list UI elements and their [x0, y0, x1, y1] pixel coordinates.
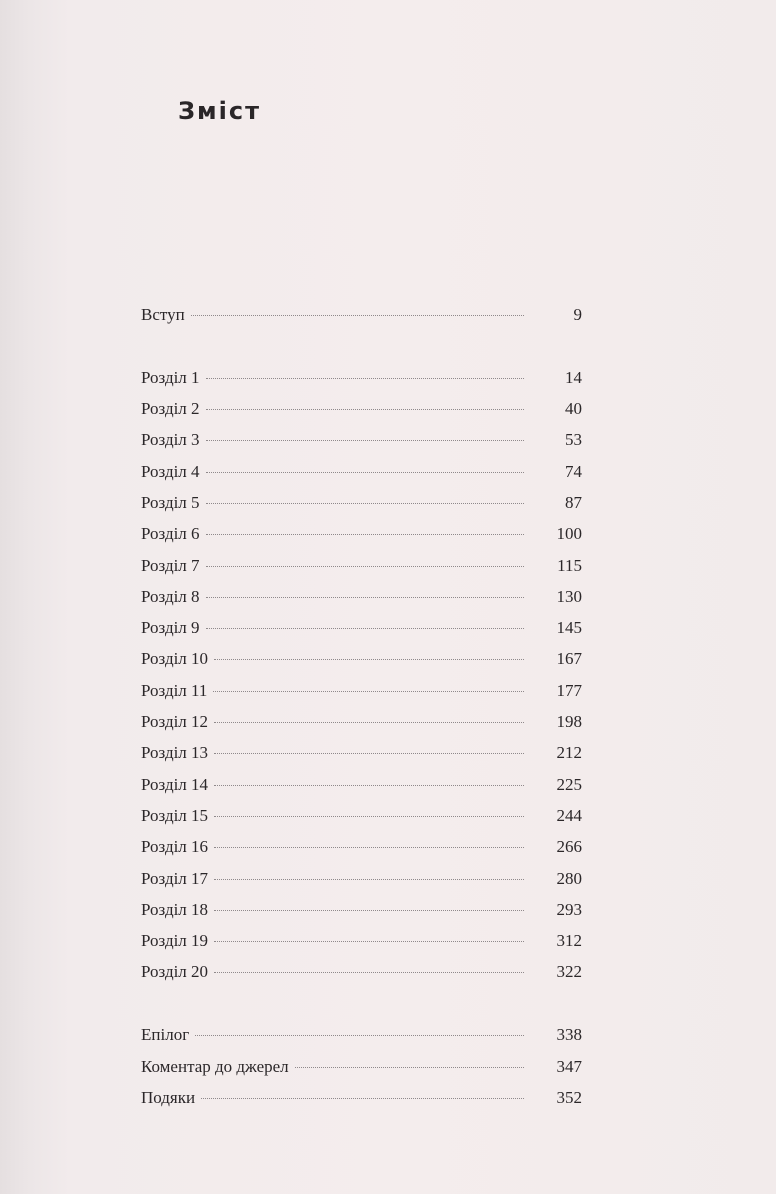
- dot-leader: [206, 409, 524, 410]
- dot-leader: [206, 566, 524, 567]
- toc-entry-chapter-9: [141, 618, 582, 640]
- toc-entry-page: 244: [556, 806, 582, 825]
- toc-entry-chapter-16: [141, 837, 582, 859]
- toc-entry-page: 338: [556, 1025, 582, 1044]
- dot-leader: [214, 941, 524, 942]
- dot-leader: [206, 378, 524, 379]
- dot-leader: [195, 1035, 524, 1036]
- dot-leader: [201, 1098, 524, 1099]
- dot-leader: [206, 503, 524, 504]
- toc-entry-label: Розділ 12: [141, 712, 209, 731]
- toc-entry-label: Розділ 6: [141, 524, 200, 543]
- toc-entry-page: 198: [556, 712, 582, 731]
- toc-entry-label: Розділ 17: [141, 869, 209, 888]
- toc-entry-chapter-15: [141, 806, 582, 828]
- toc-entry-chapter-1: [141, 368, 582, 390]
- toc-entry-page: 293: [556, 900, 582, 919]
- toc-entry-label: Розділ 5: [141, 493, 200, 512]
- toc-entry-chapter-6: [141, 524, 582, 546]
- dot-leader: [206, 628, 524, 629]
- toc-entry-page: 53: [565, 430, 582, 449]
- toc-entry-label: Епілог: [141, 1025, 190, 1044]
- toc-entry-label: Розділ 9: [141, 618, 200, 637]
- toc-entry-page: 312: [556, 931, 582, 950]
- toc-entry-page: 145: [556, 618, 582, 637]
- toc-entry-page: 177: [556, 681, 582, 700]
- toc-entry-source-notes: [141, 1057, 582, 1079]
- dot-leader: [214, 722, 524, 723]
- toc-entry-page: 167: [556, 649, 582, 668]
- toc-entry-chapter-2: [141, 399, 582, 421]
- toc-entry-chapter-13: [141, 743, 582, 765]
- dot-leader: [214, 972, 524, 973]
- toc-entry-page: 322: [556, 962, 582, 981]
- toc-entry-intro: [141, 305, 582, 327]
- toc-entry-page: 130: [556, 587, 582, 606]
- toc-entry-chapter-12: [141, 712, 582, 734]
- dot-leader: [206, 534, 524, 535]
- toc-entry-label: Розділ 20: [141, 962, 209, 981]
- toc-entry-label: Розділ 16: [141, 837, 209, 856]
- toc-entry-label: Розділ 15: [141, 806, 209, 825]
- dot-leader: [214, 753, 524, 754]
- toc-entry-label: Розділ 3: [141, 430, 200, 449]
- dot-leader: [206, 440, 524, 441]
- toc-entry-chapter-7: [141, 556, 582, 578]
- toc-entry-page: 352: [556, 1088, 582, 1107]
- dot-leader: [214, 785, 524, 786]
- dot-leader: [206, 472, 524, 473]
- toc-entry-page: 266: [556, 837, 582, 856]
- toc-entry-label: Коментар до джерел: [141, 1057, 289, 1076]
- toc-entry-label: Розділ 19: [141, 931, 209, 950]
- toc-entry-chapter-14: [141, 775, 582, 797]
- toc-entry-label: Розділ 14: [141, 775, 209, 794]
- toc-entry-chapter-10: [141, 649, 582, 671]
- dot-leader: [214, 910, 524, 911]
- toc-entry-chapter-8: [141, 587, 582, 609]
- toc-entry-label: Розділ 4: [141, 462, 200, 481]
- toc-entry-label: Вступ: [141, 305, 185, 324]
- toc-entry-label: Подяки: [141, 1088, 196, 1107]
- toc-entry-page: 280: [556, 869, 582, 888]
- toc-entry-chapter-11: [141, 681, 582, 703]
- dot-leader: [295, 1067, 524, 1068]
- dot-leader: [214, 847, 524, 848]
- toc-entry-label: Розділ 2: [141, 399, 200, 418]
- toc-entry-page: 74: [565, 462, 582, 481]
- dot-leader: [213, 691, 524, 692]
- page-title: Зміст: [178, 97, 262, 125]
- toc-entry-page: 225: [556, 775, 582, 794]
- toc-entry-label: Розділ 11: [141, 681, 208, 700]
- toc-entry-page: 9: [573, 305, 582, 324]
- toc-entry-page: 347: [556, 1057, 582, 1076]
- toc-entry-label: Розділ 10: [141, 649, 209, 668]
- toc-entry-label: Розділ 13: [141, 743, 209, 762]
- dot-leader: [206, 597, 524, 598]
- toc-entry-chapter-5: [141, 493, 582, 515]
- toc-entry-chapter-3: [141, 430, 582, 452]
- toc-entry-label: Розділ 1: [141, 368, 200, 387]
- toc-entry-page: 115: [557, 556, 582, 575]
- toc-entry-label: Розділ 18: [141, 900, 209, 919]
- toc-entry-page: 40: [565, 399, 582, 418]
- toc-entry-page: 14: [565, 368, 582, 387]
- toc-entry-chapter-19: [141, 931, 582, 953]
- toc-entry-page: 87: [565, 493, 582, 512]
- dot-leader: [191, 315, 524, 316]
- toc-entry-chapter-20: [141, 962, 582, 984]
- toc-entry-chapter-18: [141, 900, 582, 922]
- toc-entry-label: Розділ 7: [141, 556, 200, 575]
- toc-entry-label: Розділ 8: [141, 587, 200, 606]
- toc-entry-page: 212: [556, 743, 582, 762]
- toc-entry-acknowledgements: [141, 1088, 582, 1110]
- dot-leader: [214, 879, 524, 880]
- toc-entry-chapter-17: [141, 869, 582, 891]
- dot-leader: [214, 659, 524, 660]
- toc-entry-page: 100: [556, 524, 582, 543]
- toc-entry-chapter-4: [141, 462, 582, 484]
- dot-leader: [214, 816, 524, 817]
- toc-entry-epilogue: [141, 1025, 582, 1047]
